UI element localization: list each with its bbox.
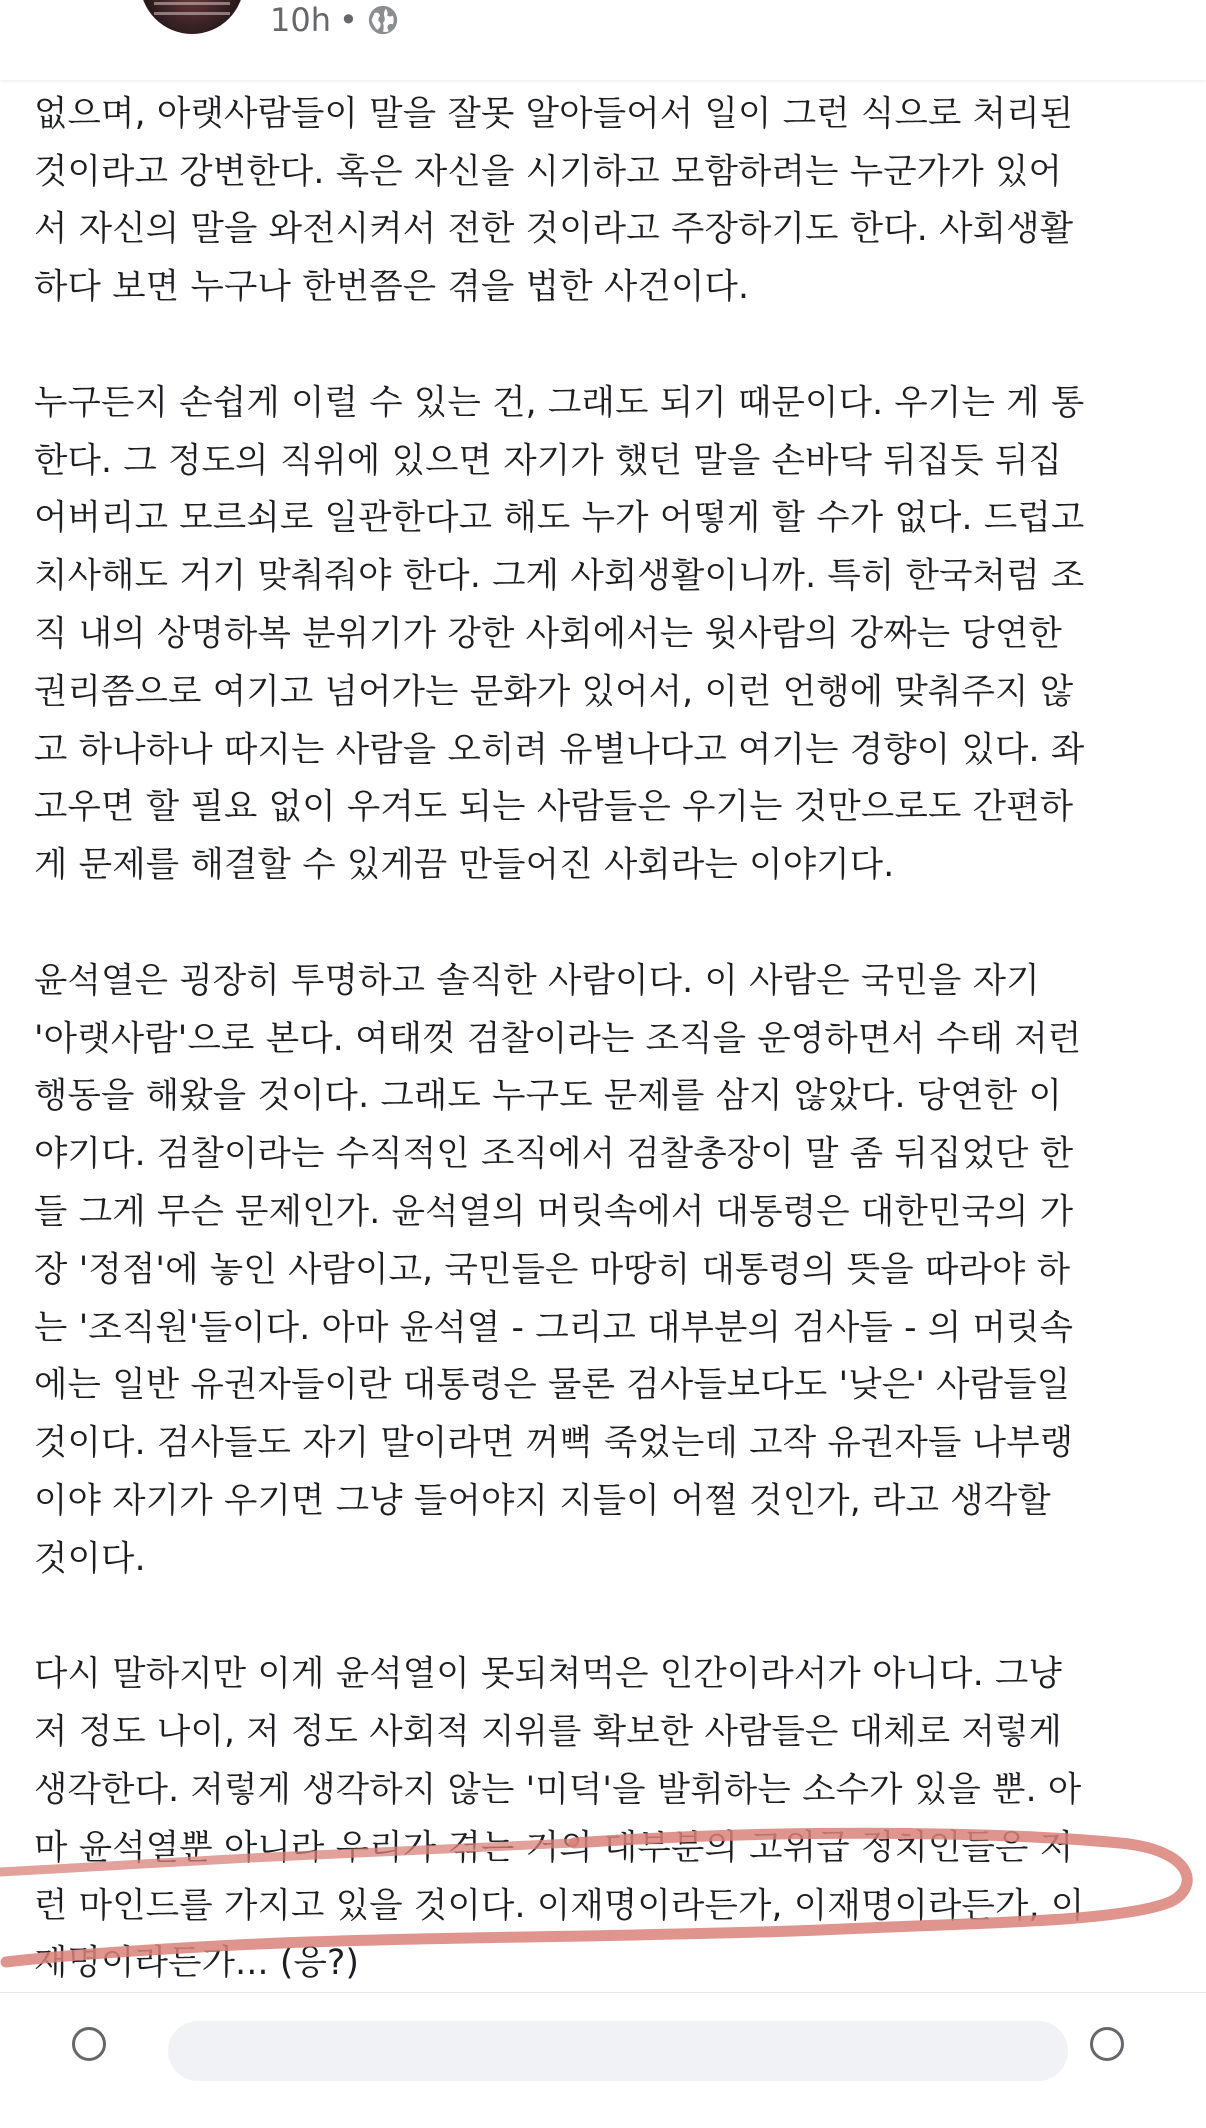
- post-text-line: 에는 일반 유권자들이란 대통령은 물론 검사들보다도 '낮은' 사람들일: [34, 1365, 1071, 1406]
- post-text-line: 것이다. 검사들도 자기 말이라면 꺼뻑 죽었는데 고작 유권자들 나부랭: [34, 1423, 1074, 1464]
- meta-separator: •: [339, 1, 358, 39]
- post-text-line: 저 정도 나이, 저 정도 사회적 지위를 확보한 사람들은 대체로 저렇게: [34, 1712, 1063, 1753]
- post-time[interactable]: 10h: [270, 1, 331, 39]
- post-text-line: 이야 자기가 우기면 그냥 들어야지 지들이 어쩔 것인가, 라고 생각할: [34, 1480, 1051, 1521]
- post-body: [34, 28, 1184, 1993]
- comment-input[interactable]: [168, 2021, 1068, 2081]
- comment-bar: [0, 1992, 1206, 2049]
- post-text-line: 서 자신의 말을 와전시켜서 전한 것이라고 주장하기도 한다. 사회생활: [34, 209, 1074, 250]
- post-text-line: 치사해도 거기 맞춰줘야 한다. 그게 사회생활이니까. 특히 한국처럼 조: [34, 556, 1085, 597]
- post-text-line: 야기다. 검찰이라는 수직적인 조직에서 검찰총장이 말 좀 뒤집었단 한: [34, 1134, 1074, 1175]
- post-text-line: 생각한다. 저렇게 생각하지 않는 '미덕'을 발휘하는 소수가 있을 뿐. 아: [34, 1769, 1082, 1810]
- post-text-line: 직 내의 상명하복 분위기가 강한 사회에서는 윗사람의 강짜는 당연한: [34, 613, 1063, 654]
- camera-icon[interactable]: [72, 2027, 106, 2061]
- post-text-line: 어버리고 모르쇠로 일관한다고 해도 누가 어떻게 할 수가 없다. 드럽고: [34, 498, 1085, 539]
- paragraph-gap: [34, 895, 1184, 953]
- post-text-line: 다시 말하지만 이게 윤석열이 못되쳐먹은 인간이라서가 아니다. 그냥: [34, 1654, 1063, 1695]
- paragraph-gap: [34, 317, 1184, 375]
- post-text-line: 행동을 해왔을 것이다. 그래도 누구도 문제를 삼지 않았다. 당연한 이: [34, 1076, 1063, 1117]
- globe-icon: [366, 3, 400, 37]
- post-text-line: 없으며, 아랫사람들이 말을 잘못 알아들어서 일이 그런 식으로 처리된: [34, 93, 1074, 134]
- post-text-line: 하다 보면 누구나 한번쯤은 겪을 법한 사건이다.: [34, 267, 750, 308]
- post-text-line: 고우면 할 필요 없이 우겨도 되는 사람들은 우기는 것만으로도 간편하: [34, 787, 1074, 828]
- emoji-icon[interactable]: [1090, 2027, 1124, 2061]
- post-body-viewport: [0, 80, 1206, 2128]
- post-text-line: 는 '조직원'들이다. 아마 윤석열 - 그리고 대부분의 검사들 - 의 머릿속: [34, 1307, 1074, 1348]
- post-text-line: 게 문제를 해결할 수 있게끔 만들어진 사회라는 이야기다.: [34, 845, 895, 886]
- post-text-line: '아랫사람'으로 본다. 여태껏 검찰이라는 조직을 운영하면서 수태 저런: [34, 1018, 1082, 1059]
- post-text-line: 것이라고 강변한다. 혹은 자신을 시기하고 모함하려는 누군가가 있어: [34, 151, 1063, 192]
- post-text-line: 장 '정점'에 놓인 사람이고, 국민들은 마땅히 대통령의 뜻을 따라야 하: [34, 1249, 1071, 1290]
- post-text-line: 윤석열은 굉장히 투명하고 솔직한 사람이다. 이 사람은 국민을 자기: [34, 960, 1040, 1001]
- post-text-line: 재명이라든가... (응?): [34, 1943, 360, 1984]
- post-meta: [270, 0, 400, 40]
- post-text-line: 고 하나하나 따지는 사람을 오히려 유별나다고 여기는 경향이 있다. 좌: [34, 729, 1085, 770]
- post-text-line: 런 마인드를 가지고 있을 것이다. 이재명이라든가, 이재명이라든가, 이: [34, 1885, 1085, 1926]
- paragraph-gap: [34, 1589, 1184, 1647]
- author-avatar[interactable]: [140, 0, 244, 34]
- post-text-line: 한다. 그 정도의 직위에 있으면 자기가 했던 말을 손바닥 뒤집듯 뒤집: [34, 440, 1063, 481]
- post-header: [0, 0, 1206, 80]
- post-text-line: 권리쯤으로 여기고 넘어가는 문화가 있어서, 이런 언행에 맞춰주지 않: [34, 671, 1074, 712]
- post-text-line: 누구든지 손쉽게 이럴 수 있는 건, 그래도 되기 때문이다. 우기는 게 통: [34, 382, 1085, 423]
- post-text-line: 것이다.: [34, 1538, 146, 1579]
- post-text-line: 들 그게 무슨 문제인가. 윤석열의 머릿속에서 대통령은 대한민국의 가: [34, 1191, 1074, 1232]
- post-text-line: 마 윤석열뿐 아니라 우리가 겪는 거의 대부분의 고위급 정치인들은 저: [34, 1827, 1074, 1868]
